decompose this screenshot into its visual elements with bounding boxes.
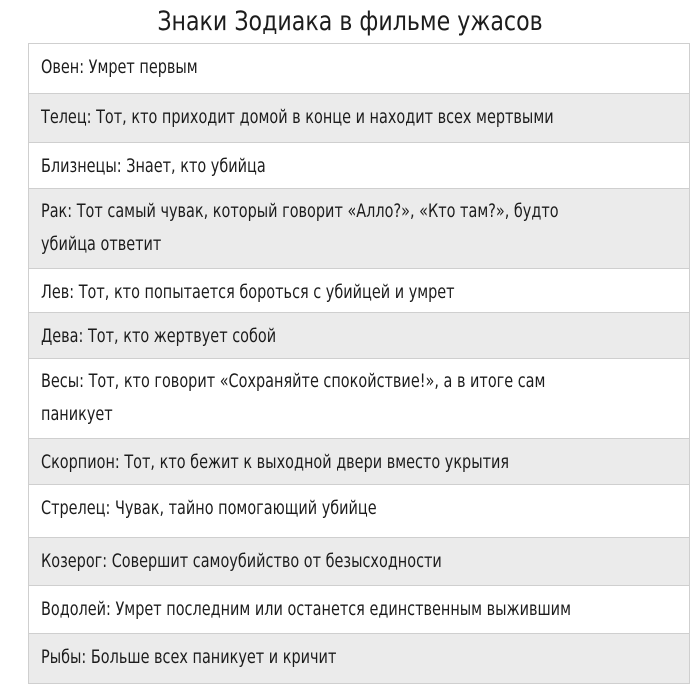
zodiac-table bbox=[28, 43, 690, 684]
table-row-libra bbox=[28, 359, 690, 439]
row-text-line-1: Рак: Тот самый чувак, который говорит «Алло?», «Кто там?», будто bbox=[41, 200, 559, 222]
row-text: Дева: Тот, кто жертвует собой bbox=[41, 325, 277, 347]
row-text-line-1: Весы: Тот, кто говорит «Сохраняйте спокойствие!», а в итоге сам bbox=[41, 370, 546, 392]
table-row-cancer bbox=[28, 189, 690, 269]
table-row-capricorn bbox=[28, 538, 690, 586]
row-text: Близнецы: Знает, кто убийца bbox=[41, 155, 266, 177]
page-title: Знаки Зодиака в фильме ужасов bbox=[157, 6, 543, 37]
table-row-virgo bbox=[28, 313, 690, 359]
table-row-leo bbox=[28, 269, 690, 313]
table-row-sagittarius bbox=[28, 485, 690, 538]
row-text: Овен: Умрет первым bbox=[41, 56, 198, 78]
row-text: Козерог: Совершит самоубийство от безысходности bbox=[41, 550, 442, 572]
row-text: Водолей: Умрет последним или останется единственным выжившим bbox=[41, 598, 571, 620]
table-row-aquarius bbox=[28, 586, 690, 634]
row-text: Лев: Тот, кто попытается бороться с убийцей и умрет bbox=[41, 281, 455, 303]
row-text-line-2: убийца ответит bbox=[41, 233, 162, 255]
table-row-aries bbox=[28, 44, 690, 94]
table-row-pisces bbox=[28, 634, 690, 684]
table-row-scorpio bbox=[28, 439, 690, 485]
row-text: Скорпион: Тот, кто бежит к выходной двери вместо укрытия bbox=[41, 451, 510, 473]
row-text-line-2: паникует bbox=[41, 403, 113, 425]
row-text: Стрелец: Чувак, тайно помогающий убийце bbox=[41, 497, 377, 519]
table-row-taurus bbox=[28, 94, 690, 143]
table-row-gemini bbox=[28, 143, 690, 189]
row-text: Рыбы: Больше всех паникует и кричит bbox=[41, 646, 337, 668]
row-text: Телец: Тот, кто приходит домой в конце и находит всех мертвыми bbox=[41, 106, 554, 128]
